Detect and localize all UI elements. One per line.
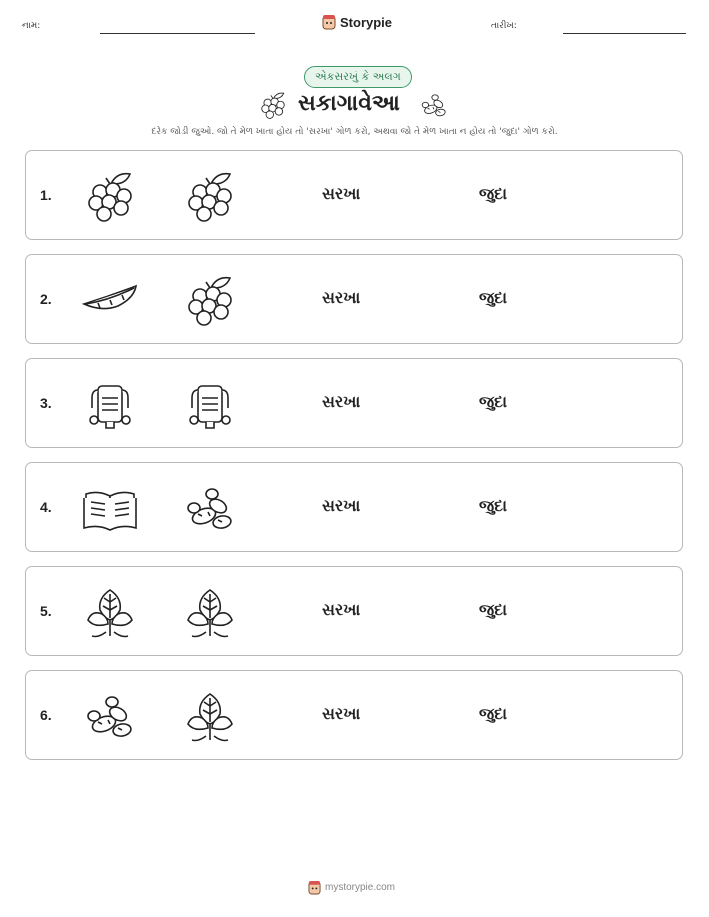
question-row-4	[25, 462, 683, 552]
footer	[308, 880, 395, 895]
question-row-2	[25, 254, 683, 344]
question-number: 5.	[40, 603, 52, 619]
brand-name: Storypie	[340, 14, 393, 30]
same-option[interactable]: સરખા	[322, 704, 361, 723]
same-option[interactable]: સરખા	[322, 496, 361, 515]
book-icon	[82, 480, 138, 536]
question-row-5	[25, 566, 683, 656]
different-option[interactable]: જુદા	[479, 392, 508, 411]
question-number: 4.	[40, 499, 52, 515]
ginger-root-icon	[182, 480, 238, 536]
different-option[interactable]: જુદા	[479, 288, 508, 307]
ginger-root-icon	[82, 688, 138, 744]
same-option[interactable]: સરખા	[322, 288, 361, 307]
different-option[interactable]: જુદા	[479, 184, 508, 203]
baby-carrier-icon	[182, 376, 238, 432]
name-label: નામ:	[22, 21, 41, 31]
brand-logo	[322, 14, 392, 30]
question-number: 2.	[40, 291, 52, 307]
date-line[interactable]	[563, 33, 686, 34]
different-option[interactable]: જુદા	[479, 496, 508, 515]
question-row-1	[25, 150, 683, 240]
question-number: 1.	[40, 187, 52, 203]
instructions: દરેક જોડી જુઓ. જો તે મેળ ખાતા હોય તો 'સરખા' ગોળ કરો, અથવા જો તે મેળ ખાતા ન હોય તો 'જુદા' ગોળ કરો.	[151, 127, 558, 137]
question-number: 3.	[40, 395, 52, 411]
title-ginger-root-icon	[419, 90, 449, 120]
berries-icon	[182, 168, 238, 224]
question-row-6	[25, 670, 683, 760]
page-title: સકાગાવેઆ	[298, 91, 400, 116]
same-option[interactable]: સરખા	[322, 392, 361, 411]
question-row-3	[25, 358, 683, 448]
plant-icon	[182, 688, 238, 744]
footer-site[interactable]: mystorypie.com	[325, 882, 396, 893]
berries-icon	[82, 168, 138, 224]
name-line[interactable]	[100, 33, 255, 34]
plant-icon	[182, 584, 238, 640]
date-label: તારીખ:	[491, 21, 517, 31]
berries-icon	[182, 272, 238, 328]
worksheet-tag: એકસરખું કે અલગ	[304, 66, 412, 88]
same-option[interactable]: સરખા	[322, 184, 361, 203]
baby-carrier-icon	[82, 376, 138, 432]
different-option[interactable]: જુદા	[479, 704, 508, 723]
same-option[interactable]: સરખા	[322, 600, 361, 619]
question-number: 6.	[40, 707, 52, 723]
different-option[interactable]: જુદા	[479, 600, 508, 619]
brand-mascot-icon	[322, 14, 336, 30]
title-berries-icon	[258, 90, 288, 120]
footer-mascot-icon	[308, 880, 321, 895]
canoe-icon	[82, 272, 138, 328]
plant-icon	[82, 584, 138, 640]
